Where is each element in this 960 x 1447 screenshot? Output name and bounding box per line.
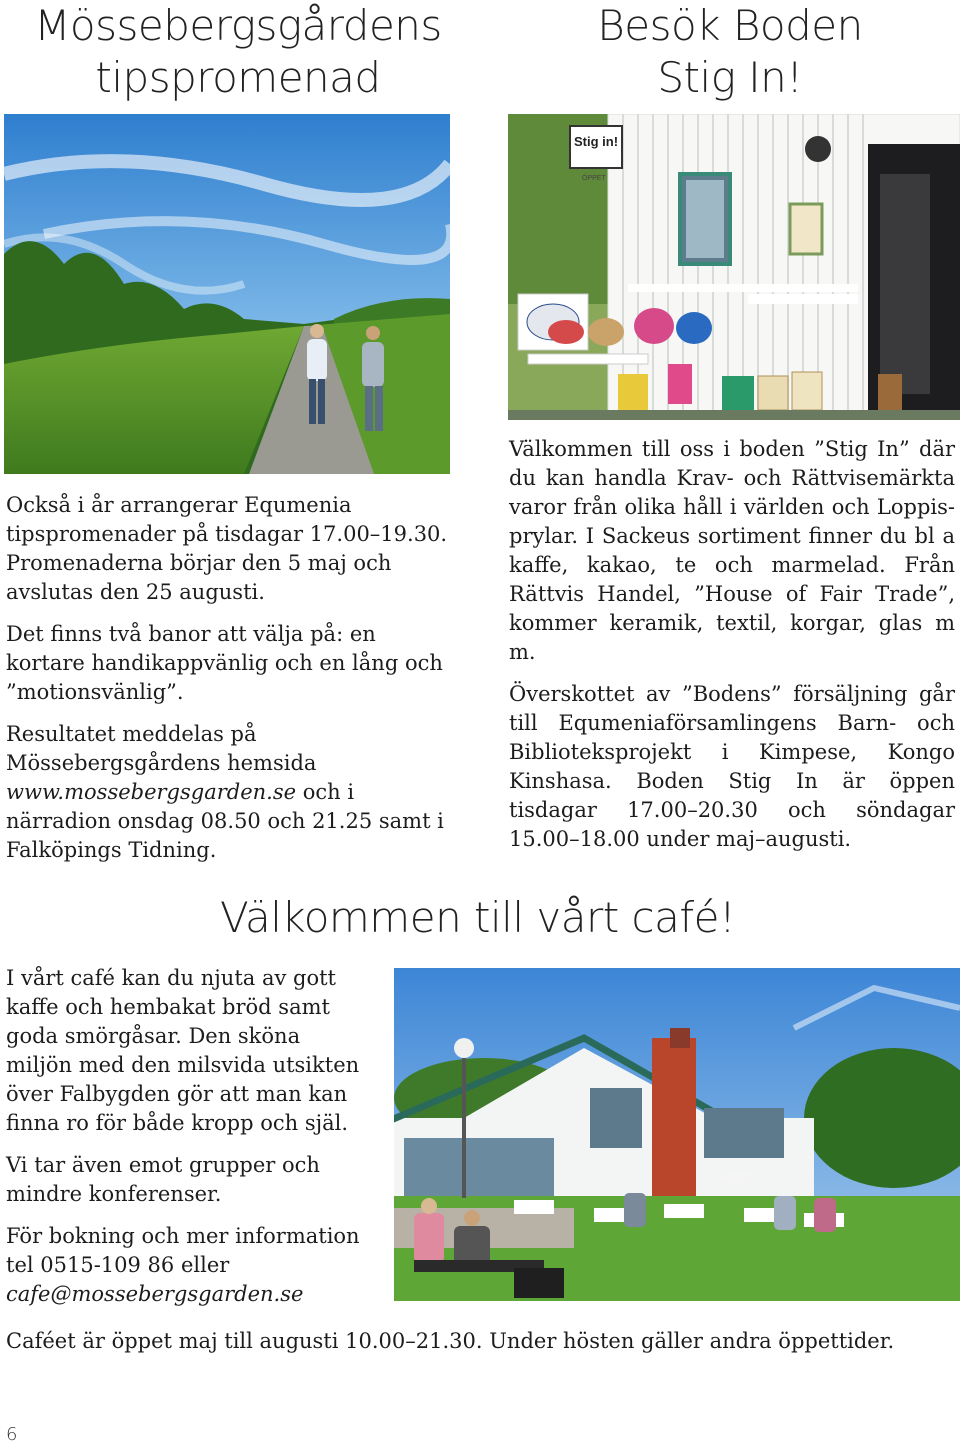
cafe-email-link[interactable]: cafe@mossebergsgarden.se: [6, 1282, 304, 1306]
left-title-line2: tipspromenad: [95, 53, 381, 102]
left-para-1: Också i år arrangerar Equmenia tipspromenader på tisdagar 17.00–19.30. Promenaderna börjar den 5 maj och avslutas den 25 augusti.: [6, 493, 448, 604]
cafe-title: Välkommen till vårt café!: [220, 893, 736, 942]
cafe-hours: Caféet är öppet maj till augusti 10.00–21.30. Under hösten gäller andra öppettider.: [6, 1329, 895, 1353]
cafe-para-3: [6, 1222, 366, 1309]
right-para-1: Välkommen till oss i boden ”Stig In” där du kan handla Krav- och Rättvisemärkta varor från olika håll i världen och Loppis-prylar. I Sackeus sortiment finner du bl a kaffe, kakao, te och marmelad. Från Rättvis Handel, ”House of Fair Trade”, kommer keramik, textil, korgar, glas m m.: [509, 437, 955, 664]
right-article-body: [509, 435, 955, 854]
cafe-booking-text: För bokning och mer information tel 0515-109 86 eller: [6, 1224, 360, 1277]
left-article-title: [8, 0, 468, 104]
cafe-photo: [394, 968, 960, 1301]
left-para-3-after: och i närradion onsdag 08.50 och 21.25 samt i Falköpings Tidning.: [6, 780, 444, 862]
right-article-title: [500, 0, 960, 104]
left-article-body: [6, 491, 450, 865]
page-number: 6: [6, 1424, 18, 1445]
left-para-2: Det finns två banor att välja på: en kortare handikappvänlig och en lång och ”motionsvänlig”.: [6, 622, 443, 704]
right-para-2: Överskottet av ”Bodens” försäljning går till Equmeniaförsamlingens Barn- och Biblioteksprojekt i Kimpese, Kongo Kinshasa. Boden Stig In är öppen tisdagar 17.00–20.30 och söndagar 15.00–18.00 under maj–augusti.: [509, 682, 955, 851]
website-link[interactable]: www.mossebergsgarden.se: [6, 780, 297, 804]
right-title-line1: Besök Boden: [597, 1, 863, 50]
left-title-line1: Mössebergsgårdens: [34, 1, 442, 50]
right-title-line2: Stig In!: [657, 53, 803, 102]
cafe-body: [6, 964, 366, 1309]
left-para-3: [6, 720, 450, 865]
stig-in-sign-text: Stig in!: [574, 134, 619, 149]
stig-in-sign-open-text: ÖPPET: [582, 175, 606, 182]
walking-path-photo: [4, 114, 450, 474]
stig-in-shop-photo: [508, 114, 960, 420]
left-para-3-before: Resultatet meddelas på Mössebergsgårdens hemsida: [6, 722, 317, 775]
cafe-para-2: Vi tar även emot grupper och mindre konferenser.: [6, 1153, 320, 1206]
cafe-para-1: I vårt café kan du njuta av gott kaffe och hembakat bröd samt goda smörgåsar. Den sköna miljön med den milsvida utsikten över Falbygden gör att man kan finna ro för både kropp och själ.: [6, 966, 360, 1135]
